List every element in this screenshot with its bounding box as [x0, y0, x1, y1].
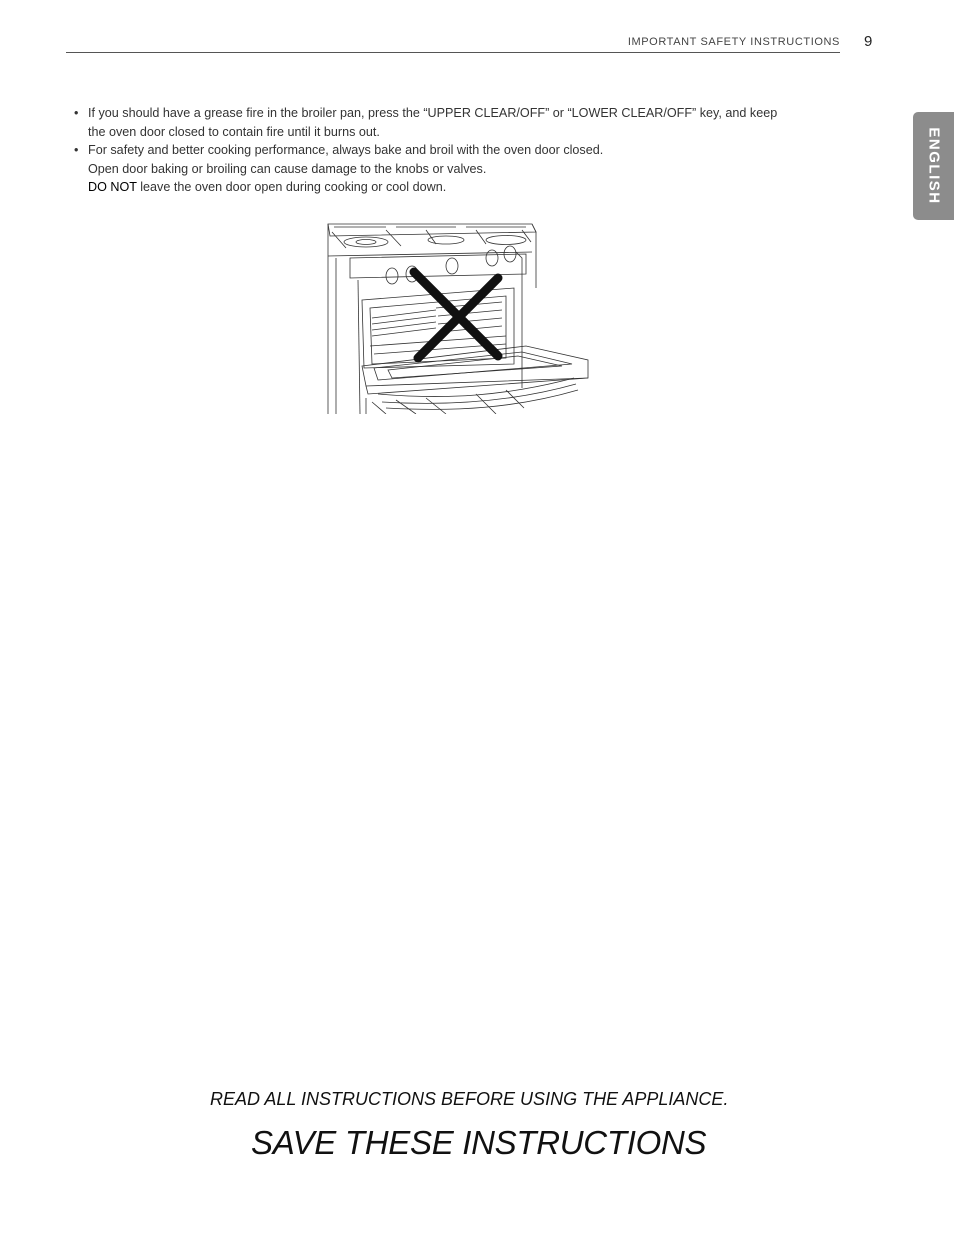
bullet-text-line: Open door baking or broiling can cause damage to the knobs or valves.: [88, 161, 487, 176]
read-all-instructions-notice: READ ALL INSTRUCTIONS BEFORE USING THE APPLIANCE.: [210, 1089, 729, 1109]
do-not-warning: DO NOT: [88, 180, 137, 195]
safety-bullet-list: [74, 104, 874, 197]
page-number: 9: [864, 33, 873, 50]
bullet-text-line: If you should have a grease fire in the broiler pan, press the “UPPER CLEAR/OFF” or “LOWER CLEAR/OFF” key, and keep: [88, 106, 778, 120]
warning-line: [88, 178, 874, 197]
header-divider: [66, 52, 840, 53]
bullet-icon: •: [74, 106, 79, 120]
bullet-text-line: the oven door closed to contain fire until it burns out.: [88, 124, 380, 139]
bullet-text-line: For safety and better cooking performance, always bake and broil with the oven door closed.: [88, 143, 604, 158]
language-tab: [913, 112, 954, 220]
list-item: [74, 104, 874, 141]
bullet-icon: •: [74, 143, 79, 158]
warning-text: leave the oven door open during cooking or cool down.: [136, 180, 447, 195]
language-tab-label: ENGLISH: [925, 127, 942, 205]
oven-door-open-prohibited-icon: [326, 218, 596, 414]
list-item: [74, 141, 874, 197]
save-instructions-heading: SAVE THESE INSTRUCTIONS: [251, 1124, 707, 1161]
header-section-title: IMPORTANT SAFETY INSTRUCTIONS: [627, 36, 840, 48]
